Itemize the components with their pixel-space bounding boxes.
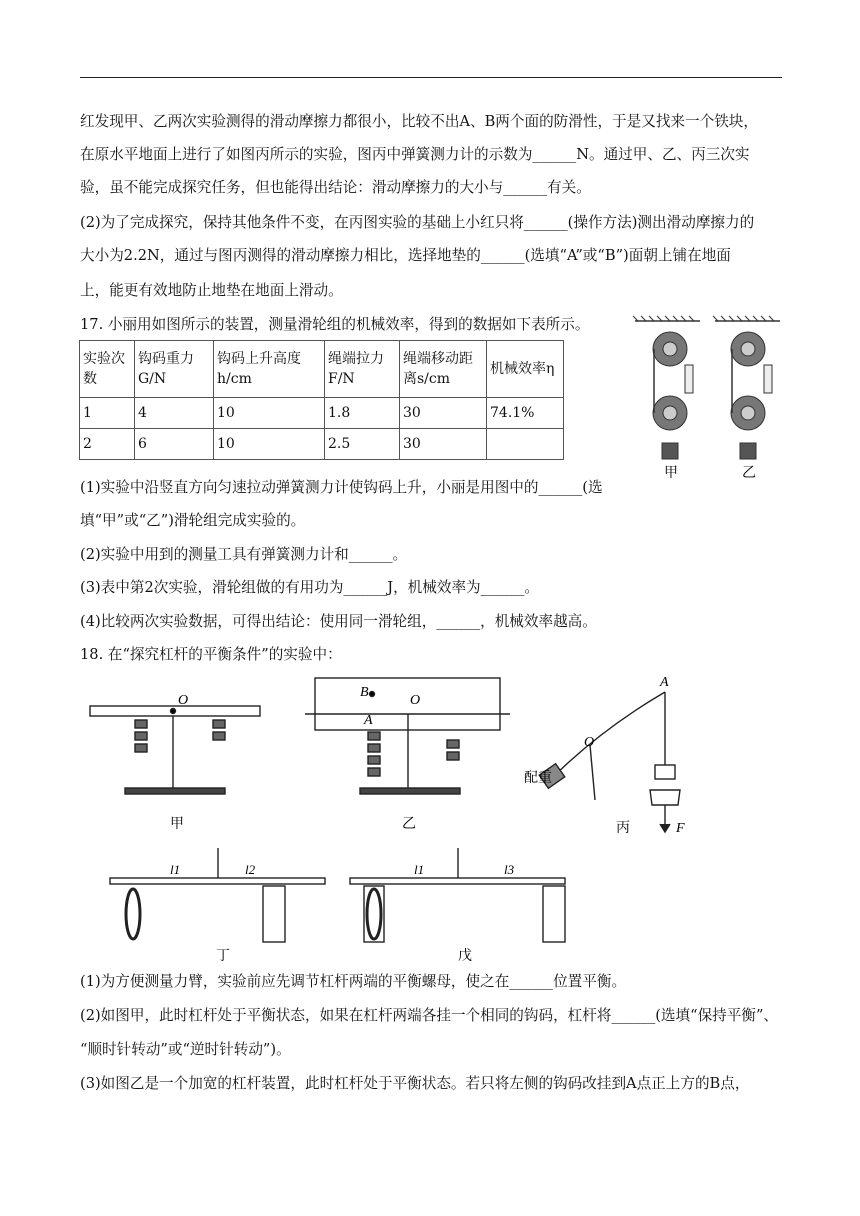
q18-q2-line2: “顺时针转动”或“逆时针转动”)。: [80, 1041, 291, 1058]
label-o: O: [178, 693, 189, 708]
table-cell: 6: [135, 429, 214, 460]
label-a: A: [364, 713, 373, 728]
fig-label-yi: 乙: [402, 816, 416, 832]
fig-label-yi: 乙: [742, 465, 756, 481]
header-rule: [80, 77, 782, 78]
table-cell: 4: [135, 398, 214, 429]
table-cell: 30: [400, 429, 487, 460]
q18-q3: (3)如图乙是一个加宽的杠杆装置，此时杠杆处于平衡状态。若只将左侧的钩码改挂到A点正上方的B点，: [80, 1075, 750, 1092]
label-l1b: l1: [414, 862, 425, 877]
label-weight: 配重: [524, 770, 552, 786]
q17-q1-line1: (1)实验中沿竖直方向匀速拉动弹簧测力计使钩码上升，小丽是用图中的______(选: [80, 479, 603, 496]
label-b: B: [360, 685, 369, 700]
q18-q1: (1)为方便测量力臂，实验前应先调节杠杆两端的平衡螺母，使之在______位置平衡。: [80, 973, 627, 990]
para2-line3: 上，能更有效地防止地垫在地面上滑动。: [80, 282, 343, 299]
table-cell: [487, 429, 564, 460]
q18-q2-line1: (2)如图甲，此时杠杆处于平衡状态，如果在杠杆两端各挂一个相同的钩码，杠杆将______(选填“保持平衡”、: [80, 1007, 779, 1024]
pulley-set-yi: [731, 332, 772, 459]
table-cell: 1.8: [325, 398, 400, 429]
q17-q1-line2: 填“甲”或“乙”)滑轮组完成实验的。: [80, 512, 306, 529]
para2-line2: 大小为2.2N，通过与图丙测得的滑动摩擦力相比，选择地垫的______(选填“A”或“B”)面朝上铺在地面: [80, 247, 731, 264]
lever-ding: [110, 848, 325, 942]
table-header-cell: 钩码重力G/N: [135, 341, 214, 398]
lever-jia: [90, 706, 260, 794]
para1-line3: 验，虽不能完成探究任务，但也能得出结论：滑动摩擦力的大小与______有关。: [80, 179, 591, 196]
q17-q4: (4)比较两次实验数据，可得出结论：使用同一滑轮组，______，机械效率越高。: [80, 613, 597, 630]
table-cell: 10: [214, 429, 325, 460]
table-header-cell: 机械效率η: [487, 341, 564, 398]
fig-label-bing: 丙: [616, 820, 630, 836]
lever-bing: [539, 692, 680, 832]
lever-wu: [350, 848, 565, 942]
table-header-cell: 实验次数: [80, 341, 135, 398]
q17-q2: (2)实验中用到的测量工具有弹簧测力计和______。: [80, 546, 408, 563]
label-o3: O: [584, 735, 595, 750]
lever-figures: [80, 670, 720, 970]
pulley-set-jia: [653, 332, 693, 459]
table-cell: 30: [400, 398, 487, 429]
table-cell: 2.5: [325, 429, 400, 460]
para2-line1: (2)为了完成探究，保持其他条件不变，在丙图实验的基础上小红只将______(操作方法)测出滑动摩擦力的: [80, 214, 755, 231]
q18-intro: 18. 在“探究杠杆的平衡条件”的实验中：: [80, 646, 342, 663]
table-cell: 74.1%: [487, 398, 564, 429]
table-cell: 1: [80, 398, 135, 429]
table-cell: 10: [214, 398, 325, 429]
pulley-figure: [630, 315, 790, 485]
fig-label-ding: 丁: [216, 948, 230, 964]
q17-data-table: [79, 340, 564, 460]
para1-line2: 在原水平地面上进行了如图丙所示的实验，图丙中弹簧测力计的示数为______N。通过甲、乙、丙三次实: [80, 146, 750, 163]
table-cell: 2: [80, 429, 135, 460]
label-o2: O: [410, 693, 421, 708]
label-l1: l1: [170, 862, 181, 877]
label-a2: A: [660, 675, 669, 690]
table-row: [80, 429, 564, 460]
fig-label-wu: 戊: [458, 948, 472, 964]
table-row: [80, 398, 564, 429]
label-l3: l3: [504, 862, 515, 877]
q17-intro: 17. 小丽用如图所示的装置，测量滑轮组的机械效率，得到的数据如下表所示。: [80, 316, 590, 333]
label-f: F: [676, 821, 685, 836]
fig-label-jia: 甲: [170, 816, 184, 832]
q17-q3: (3)表中第2次实验，滑轮组做的有用功为______J，机械效率为______。: [80, 579, 540, 596]
table-header-cell: 钩码上升高度h/cm: [214, 341, 325, 398]
fig-label-jia: 甲: [664, 465, 678, 481]
table-header-cell: 绳端移动距离s/cm: [400, 341, 487, 398]
table-header-row: [80, 341, 564, 398]
label-l2: l2: [245, 862, 256, 877]
lever-yi: [305, 678, 510, 794]
para1-line1: 红发现甲、乙两次实验测得的滑动摩擦力都很小，比较不出A、B两个面的防滑性，于是又找来一个铁块，: [80, 113, 758, 130]
table-header-cell: 绳端拉力F/N: [325, 341, 400, 398]
